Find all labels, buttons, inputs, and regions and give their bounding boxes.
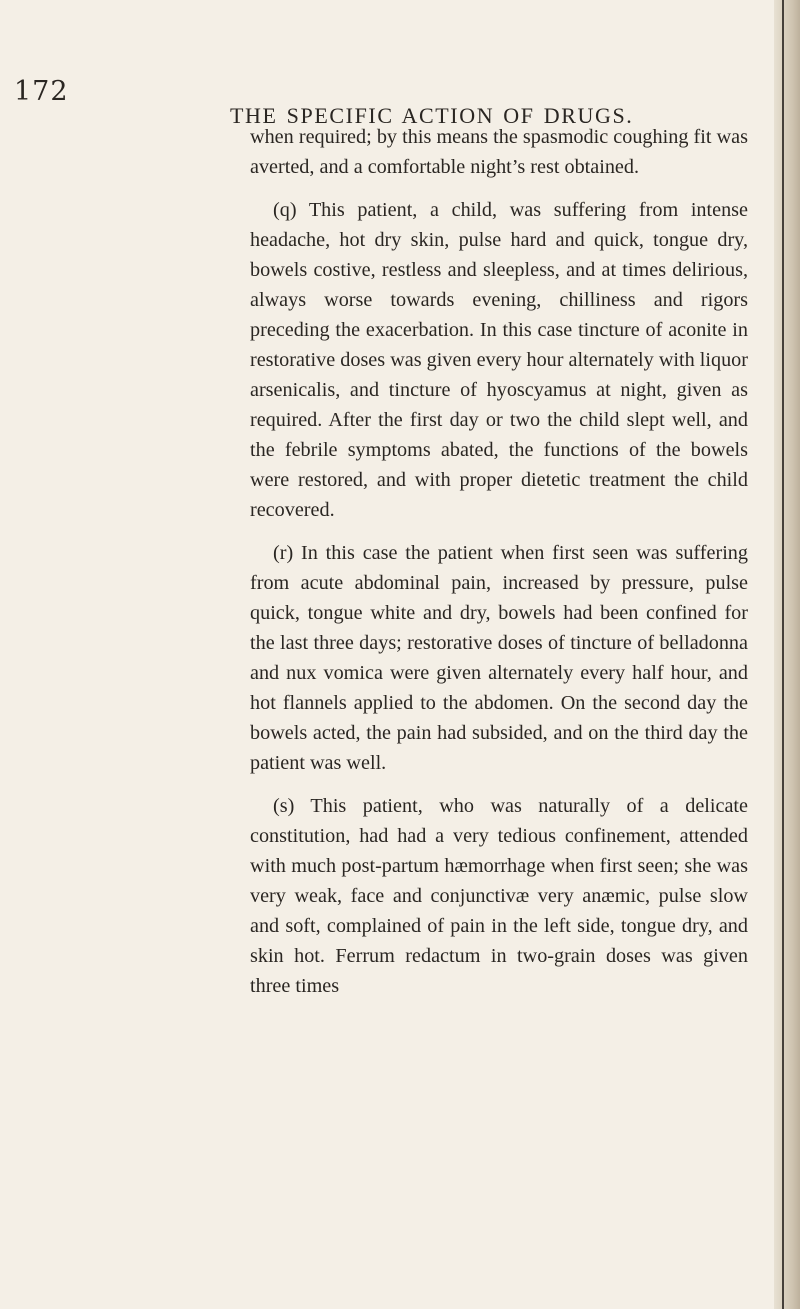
paragraph-s: (s) This patient, who was naturally of a delicate constitution, had had a very tedious confinement, attended with much post-partum hæmorrhage when first seen; she was very weak, face and conjunctivæ very anæmic, pulse slow and soft, complained of pain in the left side, tongue dry, and skin hot. Ferrum redactum in two-grain doses was given three times [250,795,748,997]
paragraph-q: (q) This patient, a child, was suffering from intense headache, hot dry skin, pulse hard and quick, tongue dry, bowels costive, restless and sleepless, and at times delirious, always worse towards evening, chilliness and rigors preceding the exacerbation. In this case tincture of aconite in restorative doses was given every hour alternately with liquor arsenicalis, and tincture of hyoscyamus at night, given as required. After the first day or two the child slept well, and the febrile symptoms abated, the functions of the bowels were restored, and with proper dietetic treatment the child recovered. [250,199,748,521]
body-text [250,122,748,1001]
page-edge [774,0,800,1309]
paragraph-r: (r) In this case the patient when first seen was suffering from acute abdominal pain, increased by pressure, pulse quick, tongue white and dry, bowels had been confined for the last three days; restorative doses of tincture of belladonna and nux vomica were given alternately every half hour, and hot flannels applied to the abdomen. On the second day the bowels acted, the pain had subsided, and on the third day the patient was well. [250,542,748,774]
page-number: 172 [14,76,69,107]
running-head: THE SPECIFIC ACTION OF DRUGS. [230,103,634,128]
paragraph-continuation: when required; by this means the spasmodic coughing fit was averted, and a comfortable night’s rest obtained. [250,126,748,178]
